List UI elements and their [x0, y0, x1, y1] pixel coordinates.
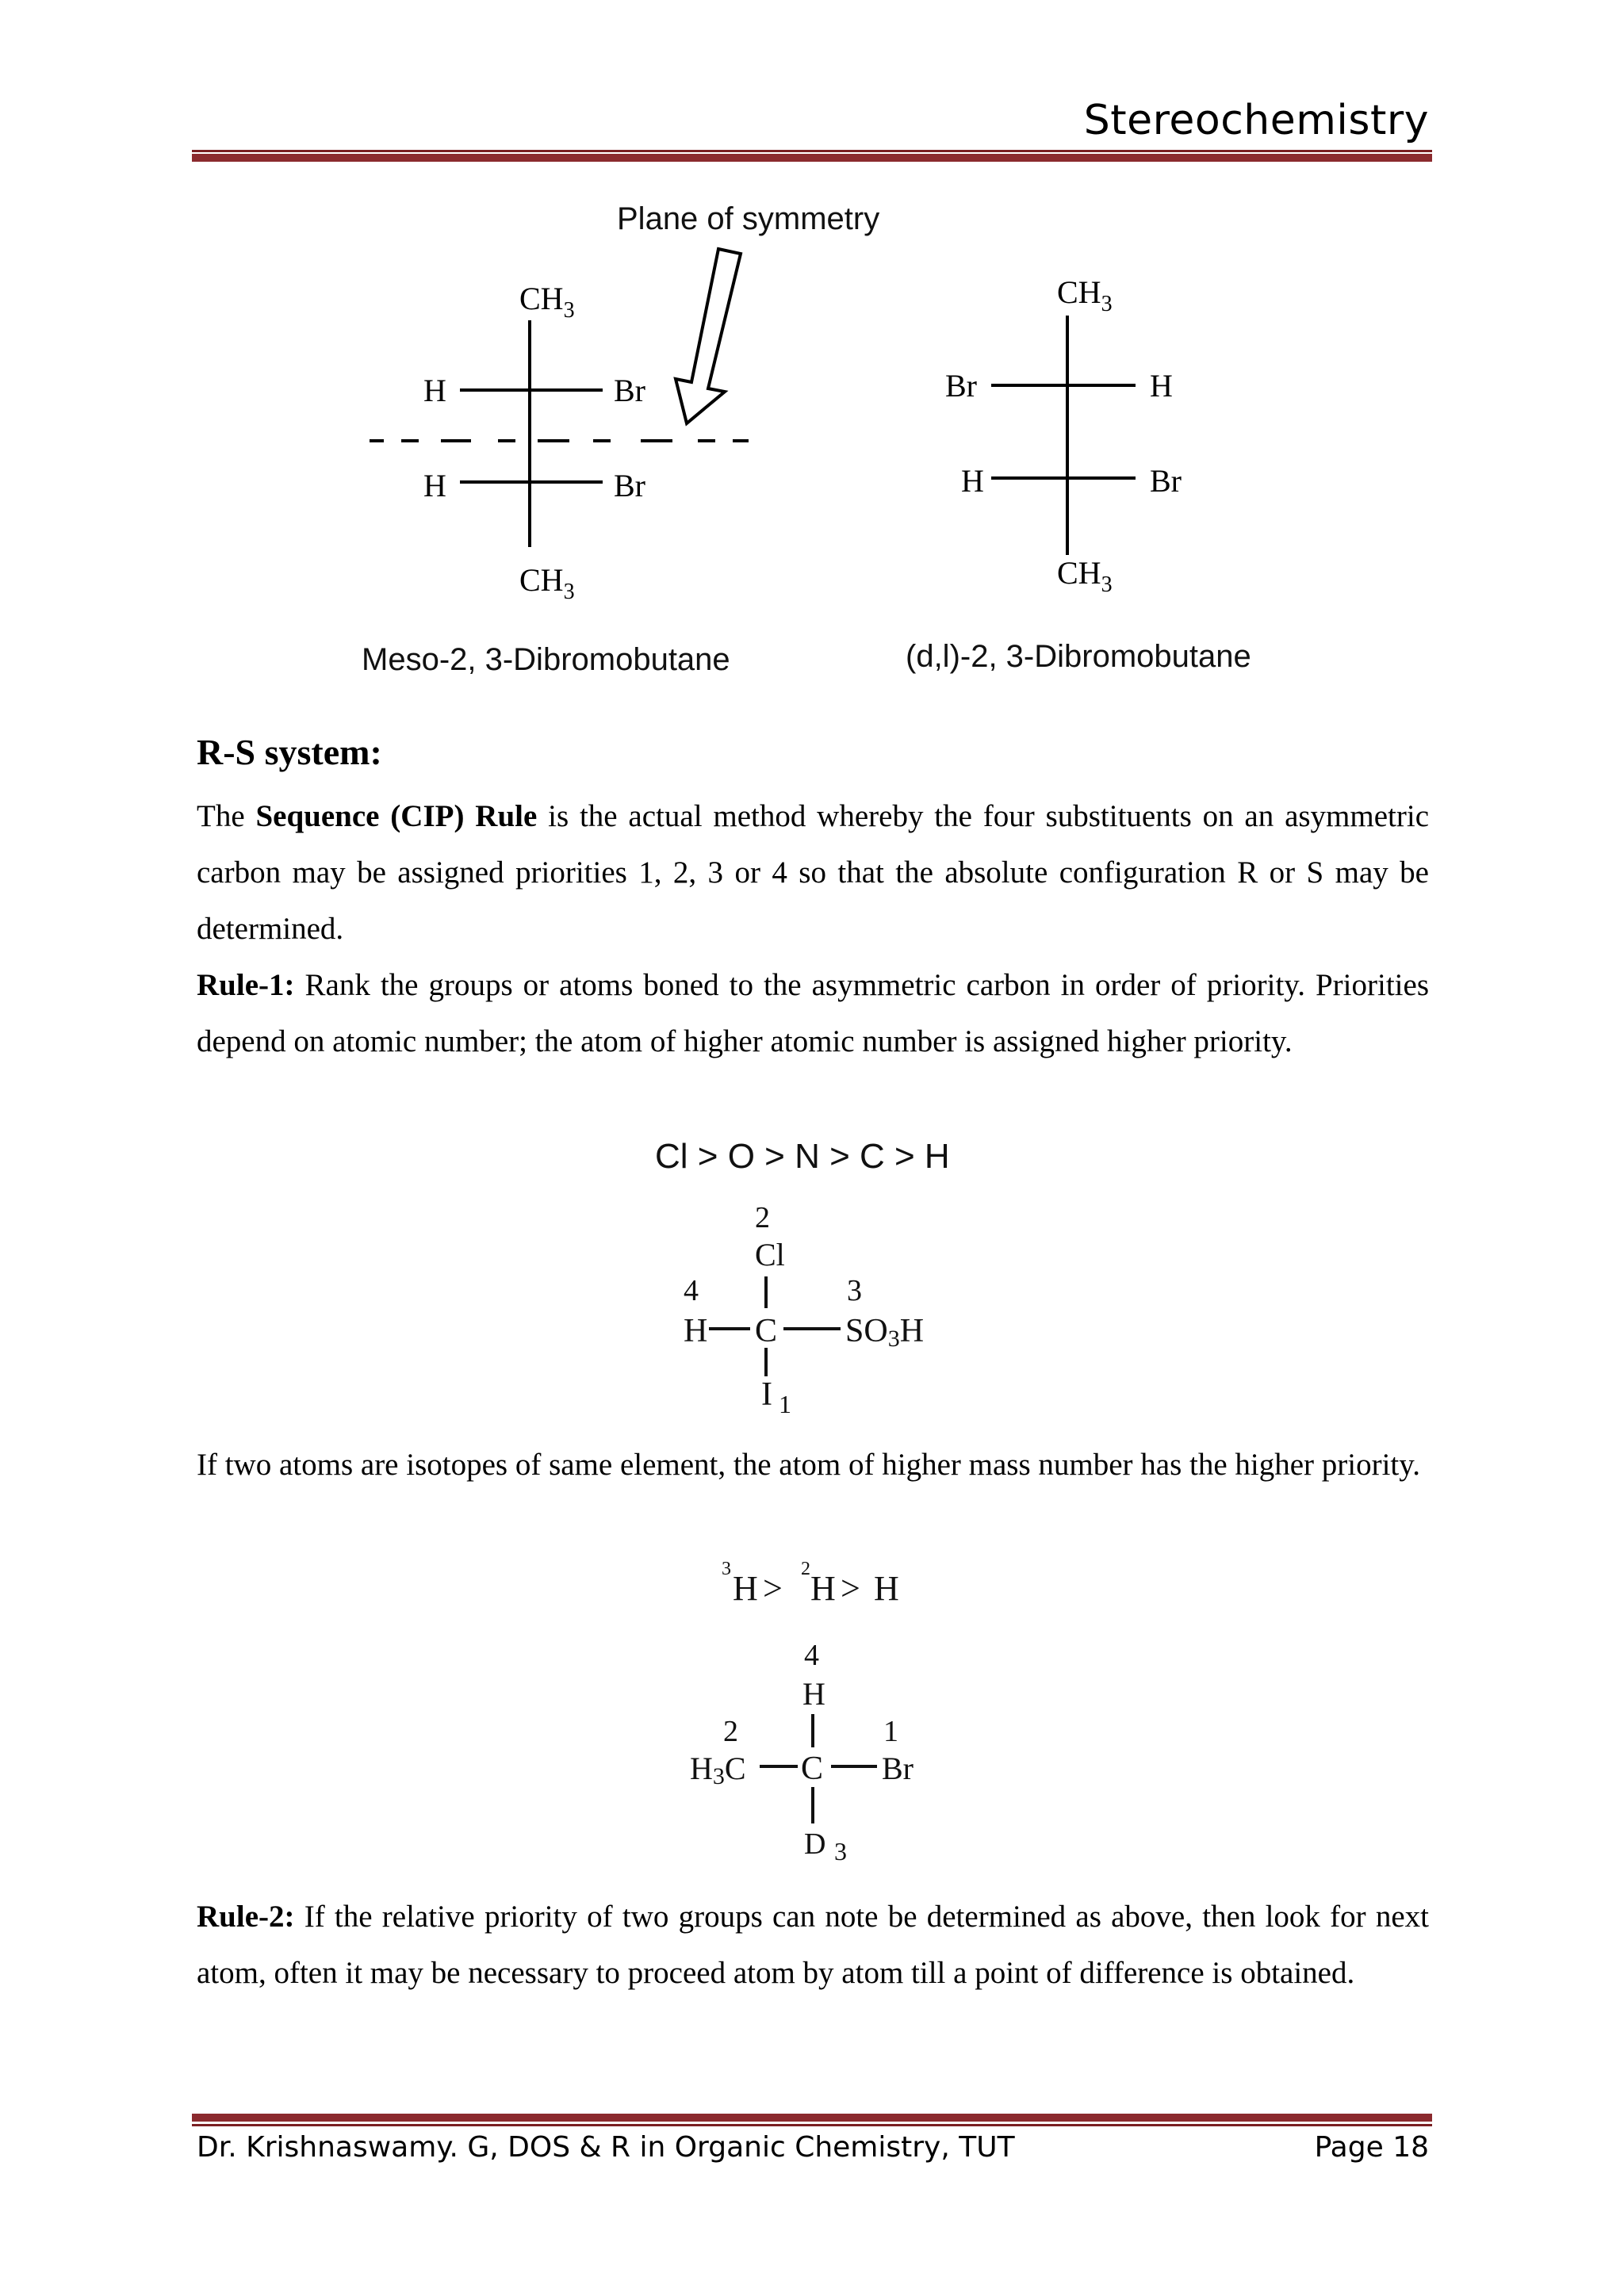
molecule2-diagram — [682, 1633, 952, 1871]
molecule1-diagram — [666, 1189, 952, 1427]
dl-row2-left: H — [961, 463, 984, 499]
dl-top-group: $CH_3$ — [1057, 274, 1113, 316]
mol2-top-num: 4 — [804, 1639, 819, 1672]
mol2-left-num: 2 — [723, 1715, 738, 1748]
mol1-center-atom: C — [755, 1313, 778, 1349]
rule2-label: Rule-2: — [197, 1900, 295, 1934]
dl-caption: (d,l)-2, 3-Dibromobutane — [906, 639, 1251, 674]
footer-author: Dr. Krishnaswamy. G, DOS & R in Organic Chemistry, TUT — [197, 2131, 1015, 2164]
dl-row2-right: Br — [1150, 463, 1182, 499]
isotope-paragraph: If two atoms are isotopes of same element, the atom of higher mass number has the higher priority. — [197, 1448, 1420, 1482]
isotope-a: H — [733, 1569, 758, 1608]
isotope-b: H — [810, 1569, 836, 1608]
plane-of-symmetry-label: Plane of symmetry — [617, 201, 880, 236]
section-title: R-S system: — [197, 732, 382, 772]
meso-structure — [370, 249, 749, 604]
mol2-left-atom: H3C — [690, 1751, 746, 1789]
dl-bottom-group: $CH_3$ — [1057, 555, 1113, 597]
page-header-title: Stereochemistry — [1083, 97, 1429, 144]
isotope-c: H — [874, 1569, 899, 1608]
footer-rule-thick — [192, 2114, 1432, 2122]
mol1-top-num: 2 — [755, 1201, 770, 1234]
meso-top-group: $CH_3$ — [519, 281, 575, 323]
mol1-top-atom: Cl — [755, 1237, 785, 1272]
meso-row1-left: H — [423, 373, 446, 408]
mol2-right-atom: Br — [882, 1751, 914, 1786]
mol2-center-atom: C — [801, 1751, 824, 1787]
mol2-right-num: 1 — [883, 1715, 898, 1748]
mol1-bottom-atom: I — [761, 1376, 772, 1413]
isotope-sep-1: > — [763, 1569, 783, 1608]
fischer-figure — [0, 0, 1624, 714]
mol1-bottom-num: 1 — [779, 1390, 791, 1418]
mol2-bottom-atom: D — [804, 1827, 826, 1861]
mol2-top-atom: H — [802, 1676, 825, 1712]
mol1-right-atom: SO3H — [845, 1313, 925, 1352]
priority-order: Cl > O > N > C > H — [655, 1137, 950, 1176]
meso-row1-right: Br — [614, 373, 645, 408]
mol1-left-atom: H — [684, 1313, 708, 1349]
rule2-paragraph: Rule-2: If the relative priority of two groups can note be determined as above, then look for next atom, often it may be necessary to proceed atom by atom till a point of difference is obtained. — [197, 1900, 1429, 1990]
meso-row2-left: H — [423, 468, 446, 503]
cip-rule-term: Sequence (CIP) Rule — [255, 799, 538, 833]
meso-bottom-group: $CH_3$ — [519, 562, 575, 604]
isotope-sep-2: > — [841, 1569, 860, 1608]
rule1-label: Rule-1: — [197, 968, 295, 1002]
footer-rule-thin — [192, 2124, 1432, 2126]
isotope-order — [714, 1554, 920, 1617]
footer-page-number: Page 18 — [1314, 2131, 1429, 2164]
plane-arrow — [676, 249, 741, 423]
meso-caption: Meso-2, 3-Dibromobutane — [362, 642, 730, 677]
rule1-paragraph: Rule-1: Rank the groups or atoms boned to the asymmetric carbon in order of priority. Priorities depend on atomic number; the atom of higher atomic number is assigned higher priority. — [197, 968, 1429, 1058]
mol1-right-num: 3 — [847, 1274, 862, 1307]
dl-structure — [945, 274, 1182, 597]
dl-row1-left: Br — [945, 368, 977, 404]
mol2-bottom-num: 3 — [834, 1837, 847, 1866]
meso-row2-right: Br — [614, 468, 645, 503]
cip-paragraph: The Sequence (CIP) Rule is the actual method whereby the four substituents on an asymmetric carbon may be assigned priorities 1, 2, 3 or 4 so that the absolute configuration R or S may be determined. — [197, 799, 1430, 946]
isotope-a-mass: 3 — [722, 1559, 731, 1579]
mol1-left-num: 4 — [684, 1274, 699, 1307]
dl-row1-right: H — [1150, 368, 1173, 404]
isotope-b-mass: 2 — [801, 1559, 810, 1579]
